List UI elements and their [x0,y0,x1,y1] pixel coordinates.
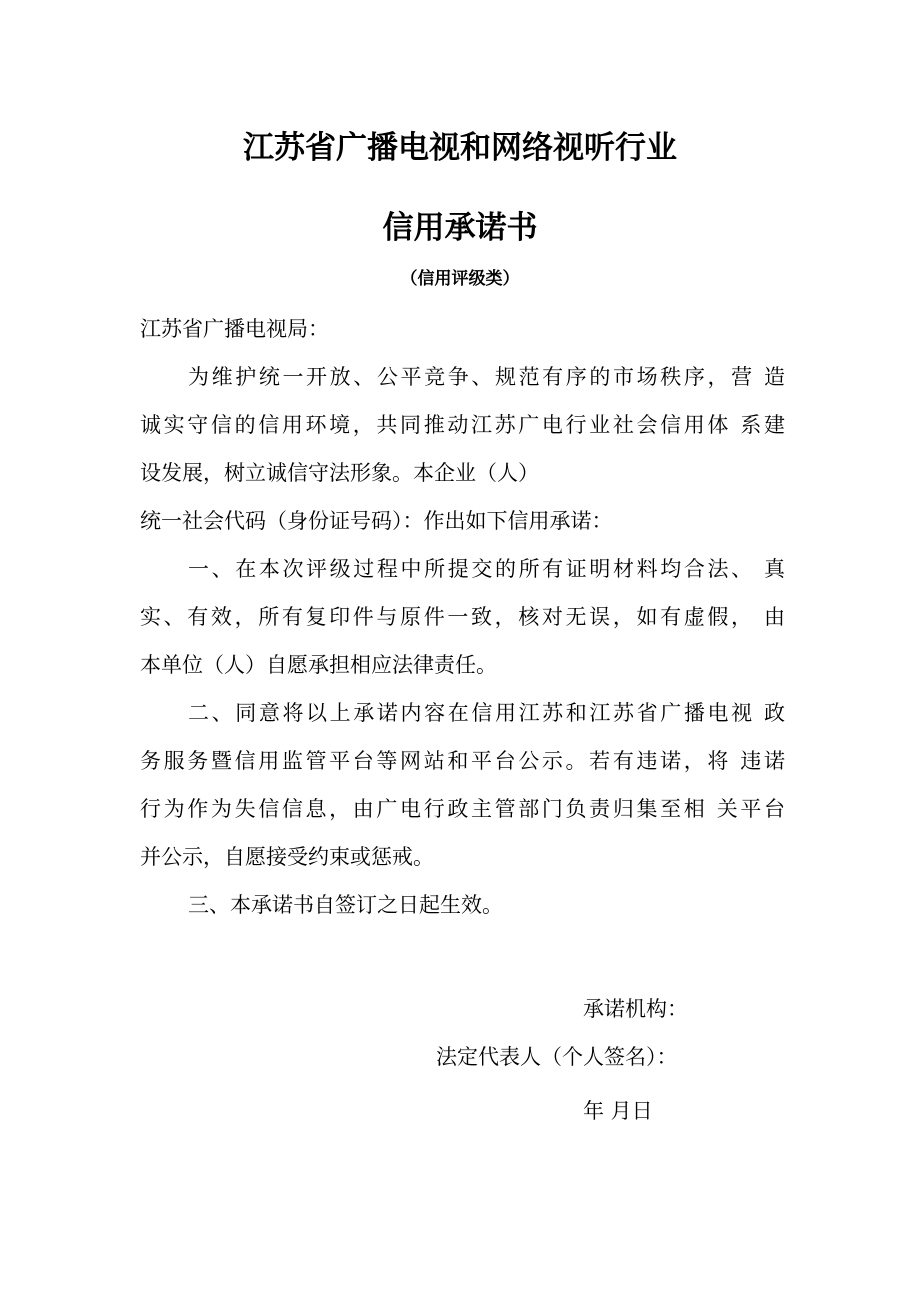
paragraph-1-line-3: 设发展，树立诚信守法形象。本企业（人） [140,461,539,485]
signature-organization: 承诺机构： [583,997,688,1021]
paragraph-3-line-3: 行为作为失信信息，由广电行政主管部门负责归集至相 关平台 [140,797,785,821]
paragraph-2-line-1: 一、在本次评级过程中所提交的所有证明材料均合法、 真 [188,557,785,581]
paragraph-2-line-3: 本单位（人）自愿承担相应法律责任。 [140,653,497,677]
addressee: 江苏省广播电视局： [140,317,329,341]
document-subtitle: （信用评级类） [400,269,520,289]
paragraph-1-line-1: 为维护统一开放、公平竞争、规范有序的市场秩序，营 造 [188,365,785,389]
document-title-line-2: 信用承诺书 [382,210,538,246]
signature-date: 年 月日 [583,1099,653,1123]
paragraph-4-line-1: 三、本承诺书自签订之日起生效。 [188,893,503,917]
paragraph-1-line-4: 统一社会代码（身份证号码）：作出如下信用承诺： [140,509,613,533]
paragraph-2-line-2: 实、有效，所有复印件与原件一致，核对无误，如有虚假， 由 [140,605,785,629]
document-title-line-1: 江苏省广播电视和网络视听行业 [243,130,677,166]
paragraph-3-line-2: 务服务暨信用监管平台等网站和平台公示。若有违诺，将 违诺 [140,749,785,773]
paragraph-1-line-2: 诚实守信的信用环境，共同推动江苏广电行业社会信用体 系建 [140,413,785,437]
signature-representative: 法定代表人（个人签名）： [436,1045,678,1069]
paragraph-3-line-1: 二、同意将以上承诺内容在信用江苏和江苏省广播电视 政 [188,701,785,725]
paragraph-3-line-4: 并公示，自愿接受约束或惩戒。 [140,845,434,869]
